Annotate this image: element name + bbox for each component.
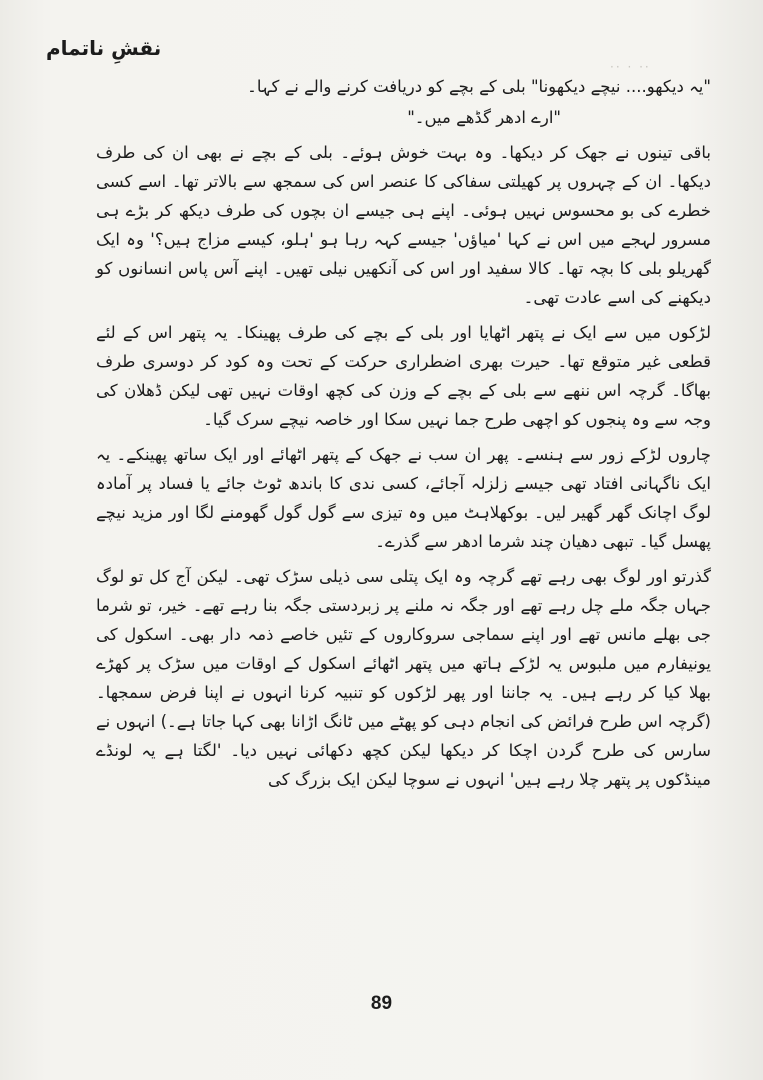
page-body-text: [96, 72, 711, 982]
paragraph-4: لڑکوں میں سے ایک نے پتھر اٹھایا اور بلی کے بچے کی طرف پھینکا۔ یہ پتھر اس کے لئے قطعی غیر متوقع تھا۔ حیرت بھری اضطراری حرکت کے تحت وہ کود کر دوسری طرف بھاگا۔ گرچہ اس ننھے سے بلی کے بچے کے وزن کی کچھ اوقات نہیں تھی لیکن ڈھلان کی وجہ سے وہ پنجوں کو اچھی طرح جما نہیں سکا اور خاصہ نیچے سرک گیا۔: [96, 323, 711, 429]
paragraph-3: باقی تینوں نے جھک کر دیکھا۔ وہ بہت خوش ہوئے۔ بلی کے بچے نے بھی ان کی طرف دیکھا۔ ان کے چہروں پر کھیلتی سفاکی کا عنصر اس کی سمجھ سے بالاتر تھا۔ اسے کسی خطرے کی بو محسوس نہیں ہوئی۔ اپنے ہی جیسے ان بچوں کی طرف دیکھ کر بڑے ہی مسرور لہجے میں اس نے کہا 'میاؤں' جیسے کہہ رہا ہو 'ہلو، کیسے مزاج ہیں؟' وہ ایک گھریلو بلی کا بچہ تھا۔ کالا سفید اور اس کی آنکھیں نیلی تھیں۔ اپنے آس پاس انسانوں کو دیکھنے کی اسے عادت تھی۔: [96, 143, 711, 307]
paragraph-5: چاروں لڑکے زور سے ہنسے۔ پھر ان سب نے جھک کے پتھر اٹھائے اور ایک ساتھ پھینکے۔ یہ ایک ناگہانی افتاد تھی جیسے زلزلہ آجائے، کسی ندی کا باندھ ٹوٹ جائے یا فساد پر آمادہ لوگ اچانک گھر گھیر لیں۔ بوکھلاہٹ میں وہ تیزی سے گول گول گھومنے لگا اور مزید نیچے پھسل گیا۔ تبھی دھیان چند شرما ادھر سے گذرے۔: [96, 445, 711, 551]
paragraph-6: گذرتو اور لوگ بھی رہے تھے گرچہ وہ ایک پتلی سی ذیلی سڑک تھی۔ لیکن آج کل تو لوگ جہاں جگہ ملے چل رہے تھے اور جگہ نہ ملنے پر زبردستی جگہ بنا رہے تھے۔ خیر، تو شرما جی بھلے مانس تھے اور اپنے سماجی سروکاروں کے تئیں خاصے ذمہ دار بھی۔ اسکول کی یونیفارم میں ملبوس یہ لڑکے ہاتھ میں پتھر اٹھائے اسکول کے اوقات میں سڑک پر کھڑے بھلا کیا کر رہے ہیں۔ یہ جاننا اور پھر لڑکوں کو تنبیہ کرنا انہوں نے اپنا فرض سمجھا۔ (گرچہ اس طرح فرائض کی انجام دہی کو پھٹے میں ٹانگ اڑانا بھی کہا جاتا ہے۔) انہوں نے سارس کی طرح گردن اچکا کر دیکھا لیکن کچھ دکھائی نہیں دیا۔ 'لگتا ہے یہ لونڈے مینڈکوں پر پتھر چلا رہے ہیں' انہوں نے سوچا لیکن ایک بزرگ کی: [96, 567, 711, 789]
page-number: 89: [370, 993, 393, 1014]
paragraph-dialogue-1: "یہ دیکھو.... نیچے دیکھونا" بلی کے بچے کو دریافت کرنے والے نے کہا۔: [247, 77, 711, 96]
page-smudge-marks: ·· · ··: [610, 60, 651, 74]
paragraph-dialogue-2: "ارے ادھر گڈھے میں۔": [407, 108, 561, 127]
running-head-title: نقشِ ناتمام: [46, 36, 162, 60]
